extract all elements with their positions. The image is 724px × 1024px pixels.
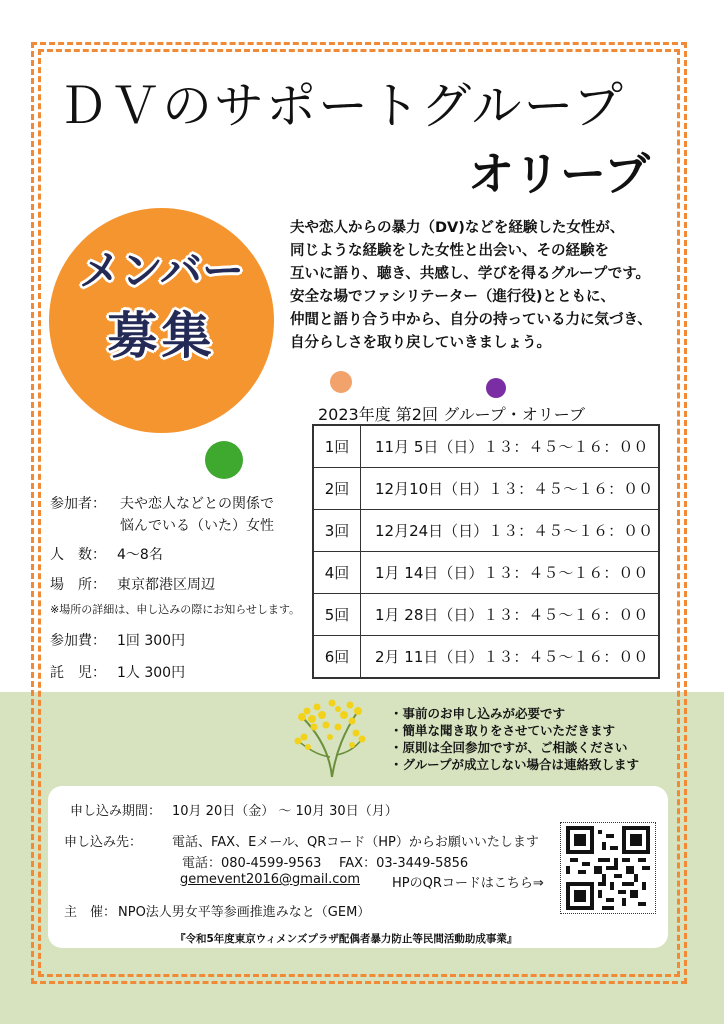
fax-number: FAX：03-3449-5856 [339,856,469,871]
period-value: 10月 20日（金） 〜 10月 30日（月） [172,804,398,819]
count-value: 4〜8名 [117,547,163,563]
description [290,217,710,355]
green-dot-decoration [205,441,243,479]
session-number: 4回 [313,552,361,594]
email-link[interactable]: gemevent2016@gmail.com [180,872,361,887]
method-value: 電話、FAX、Eメール、QRコード（HP）からお願いいたします [172,835,539,850]
list-item: ・簡単な聞き取りをさせていただきます [390,723,616,738]
session-date: 1月 14日（日）１３：４５〜１６：００ [361,552,660,594]
fee-label: 参加費： [50,633,106,649]
mimosa-flower-illustration [292,697,366,779]
host-value: NPO法人男女平等参画推進みなと（GEM） [118,905,371,920]
session-date: 12月24日（日）１３：４５〜１６：００ [361,510,660,552]
qr-hint: HPのQRコードはこちら⇒ [392,876,544,891]
childcare-value: 1人 300円 [117,665,186,681]
table-row [313,594,659,636]
session-number: 1回 [313,425,361,468]
table-row [313,636,659,679]
session-number: 2回 [313,468,361,510]
qr-code-icon[interactable] [566,826,650,910]
participants-line-1: 夫や恋人などとの関係で [120,496,274,512]
table-row [313,552,659,594]
place-note: ※場所の詳細は、申し込みの際にお知らせします。 [50,603,301,616]
description-line: 夫や恋人からの暴力（DV)などを経験した女性が、 [290,220,625,236]
description-line: 自分らしさを取り戻していきましょう。 [290,335,551,351]
session-date: 11月 5日（日）１３：４５〜１６：００ [361,425,660,468]
grant-footer: 『令和5年度東京ウィメンズプラザ配偶者暴力防止等民間活動助成事業』 [175,933,518,945]
list-item: ・事前のお申し込みが必要です [390,706,566,721]
list-item: ・原則は全回参加ですが、ご相談ください [390,740,628,755]
fee-value: 1回 300円 [117,633,186,649]
schedule-title: 2023年度 第2回 グループ・オリーブ [318,405,585,424]
notes-list [390,705,639,773]
table-row [313,510,659,552]
list-item: ・グループが成立しない場合は連絡致します [390,757,640,772]
badge-line-1: メンバー [78,246,245,295]
session-number: 6回 [313,636,361,679]
description-line: 同じような経験をした女性と出会い、その経験を [290,243,609,259]
table-row [313,468,659,510]
place-label: 場 所： [50,577,106,593]
description-line: 安全な場でファシリテーター（進行役)とともに、 [290,289,616,305]
session-date: 2月 11日（日）１３：４５〜１６：００ [361,636,660,679]
session-number: 3回 [313,510,361,552]
childcare-label: 託 児： [50,665,106,681]
purple-dot-decoration [486,378,506,398]
count-label: 人 数： [50,547,106,563]
schedule-table [312,424,660,679]
orange-dot-decoration [330,371,352,393]
session-date: 12月10日（日）１３：４５〜１６：００ [361,468,660,510]
page-subtitle: オリーブ [468,147,650,201]
description-line: 仲間と語り合う中から、自分の持っている力に気づき、 [290,312,652,328]
period-label: 申し込み期間： [70,804,162,819]
table-row [313,425,659,468]
host-label: 主 催： [64,905,117,920]
session-number: 5回 [313,594,361,636]
session-date: 1月 28日（日）１３：４５〜１６：００ [361,594,660,636]
participants-line-2: 悩んでいる（いた）女性 [120,518,274,534]
page-title: ＤＶのサポートグループ [58,77,625,135]
place-value: 東京都港区周辺 [117,577,215,593]
method-label: 申し込み先： [64,835,143,850]
description-line: 互いに語り、聴き、共感し、学びを得るグループです。 [290,266,651,282]
participants-label: 参加者： [50,496,106,512]
phone-number: 電話：080-4599-9563 [182,856,322,871]
badge-line-2: 募集 [107,307,216,365]
